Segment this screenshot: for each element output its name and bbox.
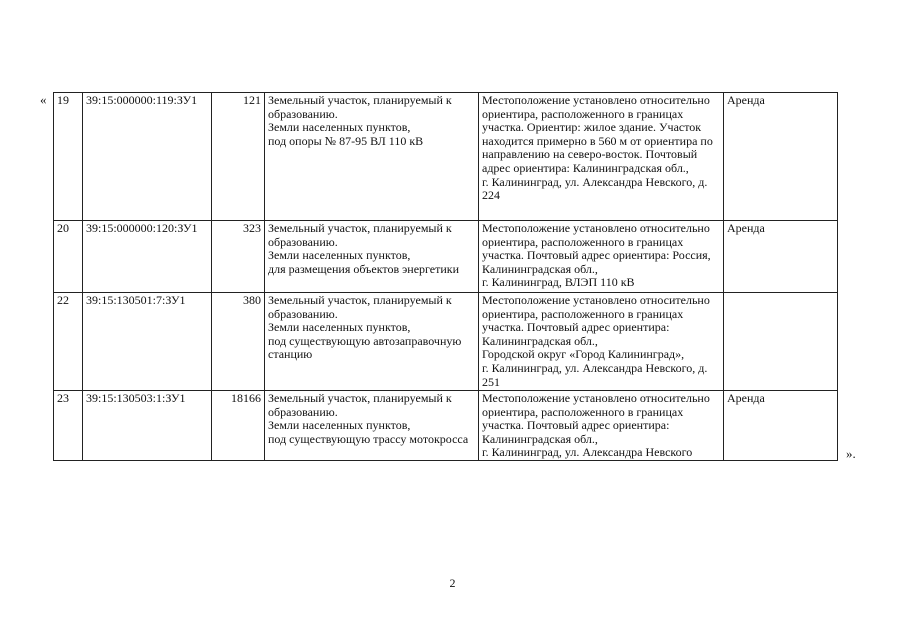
page-number: 2: [449, 576, 456, 590]
opening-quote-mark: «: [40, 92, 47, 107]
plot-area: 18166: [212, 391, 265, 461]
plot-description: Земельный участок, планируемый к образованию. Земли населенных пунктов, для размещения объектов энергетики: [265, 221, 479, 293]
cadastral-number: 39:15:130501:7:ЗУ1: [83, 293, 212, 391]
plot-area: 323: [212, 221, 265, 293]
right-type: [724, 293, 838, 391]
row-number: 23: [54, 391, 83, 461]
right-type: Аренда: [724, 93, 838, 221]
cadastral-number: 39:15:000000:120:ЗУ1: [83, 221, 212, 293]
land-plots-table: [53, 92, 838, 461]
cadastral-number: 39:15:130503:1:ЗУ1: [83, 391, 212, 461]
plot-location: Местоположение установлено относительно ориентира, расположенного в границах участка. Почтовый адрес ориентира: Россия, Калининградская обл., г. Калининград, ВЛЭП 110 кВ: [479, 221, 724, 293]
table-row: [54, 293, 838, 391]
row-number: 20: [54, 221, 83, 293]
table-row: [54, 391, 838, 461]
plot-area: 121: [212, 93, 265, 221]
plot-location: Местоположение установлено относительно ориентира, расположенного в границах участка. Почтовый адрес ориентира: Калининградская обл., г. Калининград, ул. Александра Невского: [479, 391, 724, 461]
row-number: 22: [54, 293, 83, 391]
right-type: Аренда: [724, 221, 838, 293]
right-type: Аренда: [724, 391, 838, 461]
plot-description: Земельный участок, планируемый к образованию. Земли населенных пунктов, под существующую автозаправочную станцию: [265, 293, 479, 391]
table-row: [54, 221, 838, 293]
plot-description: Земельный участок, планируемый к образованию. Земли населенных пунктов, под опоры № 87-95 ВЛ 110 кВ: [265, 93, 479, 221]
plot-location: Местоположение установлено относительно ориентира, расположенного в границах участка. Почтовый адрес ориентира: Калининградская обл., Городской округ «Город Калининград», г. Калининград, ул. Александра Невского, д. 251: [479, 293, 724, 391]
row-number: 19: [54, 93, 83, 221]
closing-quote-mark: ».: [846, 446, 856, 461]
table-row: [54, 93, 838, 221]
plot-area: 380: [212, 293, 265, 391]
plot-location: Местоположение установлено относительно ориентира, расположенного в границах участка. Ориентир: жилое здание. Участок находится примерно в 560 м от ориентира по направлению на северо-восток. Почтовый адрес ориентира: Калининградская обл., г. Калининград, ул. Александра Невского, д. 224: [479, 93, 724, 221]
plot-description: Земельный участок, планируемый к образованию. Земли населенных пунктов, под существующую трассу мотокросса: [265, 391, 479, 461]
cadastral-number: 39:15:000000:119:ЗУ1: [83, 93, 212, 221]
